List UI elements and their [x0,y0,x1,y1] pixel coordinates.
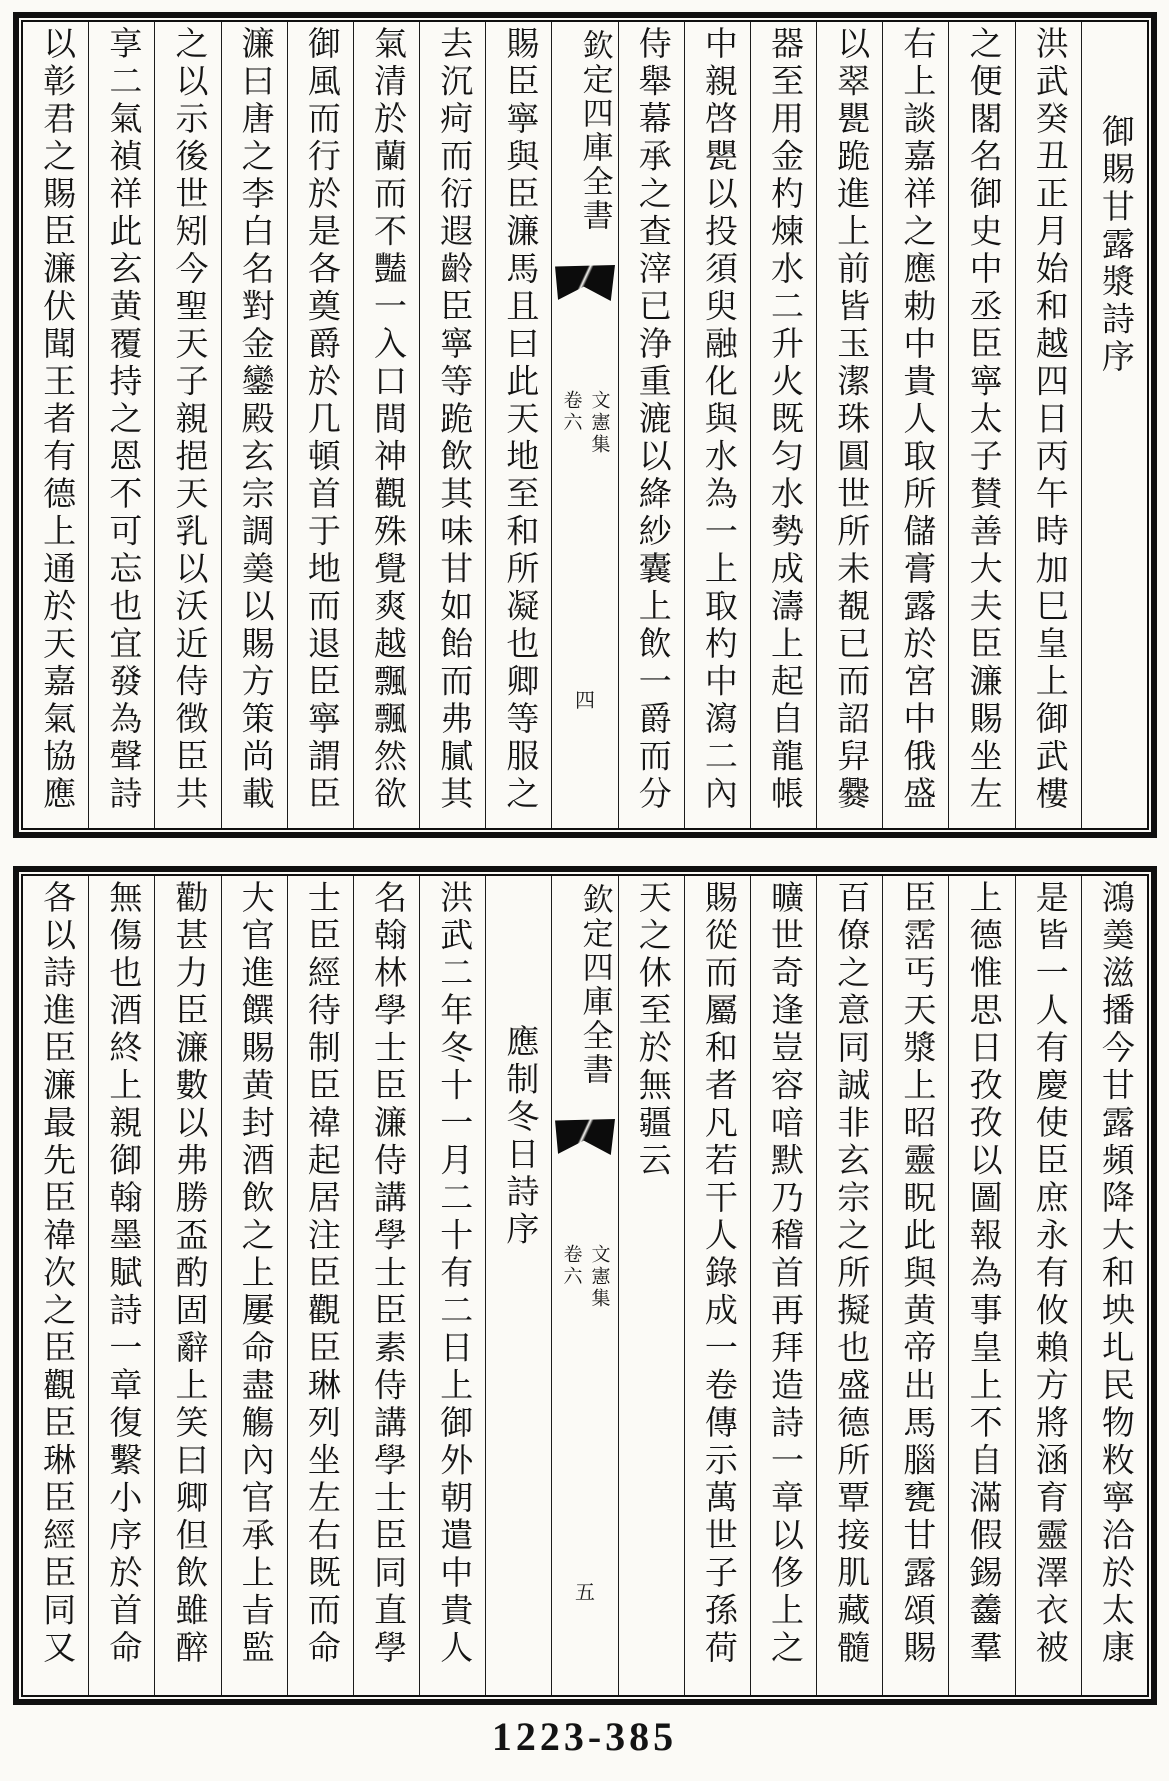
top-text-block [13,12,1157,838]
book-and-juan-row [552,390,617,550]
folio-number: 五 [575,1582,596,1604]
text-column: 天之休至於無疆云 [619,876,685,1695]
text-column: 去沉疴而衍遐齡臣寧等跪飲其味甘如飴而弗膩其 [420,22,486,828]
banxin-header-column [552,876,618,1695]
page-number-label: 1223-385 [491,1714,678,1759]
text-column: 氣清於蘭而不豔一入口間神觀殊覺爽越飄飄然欲 [354,22,420,828]
text-column: 大官進饌賜黄封酒飲之上屢命盡觴內官承上㫖監 [222,876,288,1695]
book-title-label: 文憲集 [588,390,610,456]
text-column: 器至用金杓煉水二升火既匀水勢成濤上起自龍帳 [751,22,817,828]
folio-number: 四 [575,690,596,712]
text-column: 各以詩進臣濂最先臣禕次之臣觀臣琳臣經臣同又 [23,876,89,1695]
poem-title: 應制冬日詩序 [501,1024,538,1249]
siku-quanshu-title: 欽定四庫全書 [577,29,613,233]
top-block-inner-frame [21,20,1149,830]
bottom-block-inner-frame [21,874,1149,1697]
book-title-label: 文憲集 [588,1244,610,1310]
text-column: 以翠甖跪進上前皆玉潔珠圓世所未覩已而詔舁爨 [817,22,883,828]
juan-label: 卷六 [560,1244,582,1288]
text-column: 臣霑丐天漿上昭靈眖此與黄帝出馬腦甕甘露頌賜 [883,876,949,1695]
text-column: 之以示後世矧今聖天子親挹天乳以沃近侍徴臣共 [155,22,221,828]
text-column: 之便閣名御史中丞臣寧太子賛善大夫臣濂賜坐左 [949,22,1015,828]
text-column: 以彰君之賜臣濂伏聞王者有德上通於天嘉氣協應 [23,22,89,828]
poem-title-column [486,876,552,1695]
text-column: 洪武癸丑正月始和越四日丙午時加巳皇上御武樓 [1016,22,1082,828]
fishtail-tab-icon [555,265,615,301]
text-column: 名翰林學士臣濂侍講學士臣素侍講學士臣同直學 [354,876,420,1695]
text-column: 侍舉幕承之查滓已浄重漉以絳紗囊上飲一爵而分 [619,22,685,828]
text-column: 勸甚力臣濂數以弗勝盃酌固辭上笑曰卿但飲雖醉 [155,876,221,1695]
text-column: 上德惟思日孜孜以圖報為事皇上不自滿假錫齹羣 [949,876,1015,1695]
text-column: 鴻羮滋播今甘露頻降大和坱圠民物敉寧洽於太康 [1096,880,1133,1668]
fishtail-tab-icon [555,1119,615,1155]
text-column: 右上談嘉祥之應勅中貴人取所儲膏露於宮中俄盛 [883,22,949,828]
text-column: 百僚之意同誠非玄宗之所擬也盛德所覃接肌藏髓 [817,876,883,1695]
text-column: 士臣經待制臣禕起居注臣觀臣琳列坐左右既而命 [288,876,354,1695]
text-column: 濂曰唐之李白名對金鑾殿玄宗調羮以賜方策尚載 [222,22,288,828]
poem-title-column [1082,22,1147,828]
book-and-juan-row [552,1244,617,1404]
text-column: 享二氣禎祥此玄黄覆持之恩不可忘也宜發為聲詩 [89,22,155,828]
text-column: 洪武二年冬十一月二十有二日上御外朝遣中貴人 [420,876,486,1695]
bottom-text-block [13,866,1157,1705]
siku-quanshu-title: 欽定四庫全書 [577,883,613,1087]
text-column: 賜從而屬和者凡若干人錄成一卷傳示萬世子孫荷 [685,876,751,1695]
text-column: 御風而行於是各奠爵於几頓首于地而退臣寧謂臣 [288,22,354,828]
banxin-header-column [552,22,618,828]
text-column: 曠世奇逢豈容喑默乃稽首再拜造詩一章以侈上之 [751,876,817,1695]
poem-title: 御賜甘露漿詩序 [1096,114,1133,377]
text-column: 中親啓甖以投須臾融化與水為一上取杓中瀉二內 [685,22,751,828]
juan-label: 卷六 [560,390,582,434]
text-column: 無傷也酒終上親御翰墨賦詩一章復繫小序於首命 [89,876,155,1695]
text-column: 是皆一人有慶使臣庶永有攸賴方將涵育靈澤衣被 [1016,876,1082,1695]
text-column: 賜臣寧與臣濂馬且曰此天地至和所凝也卿等服之 [486,22,552,828]
